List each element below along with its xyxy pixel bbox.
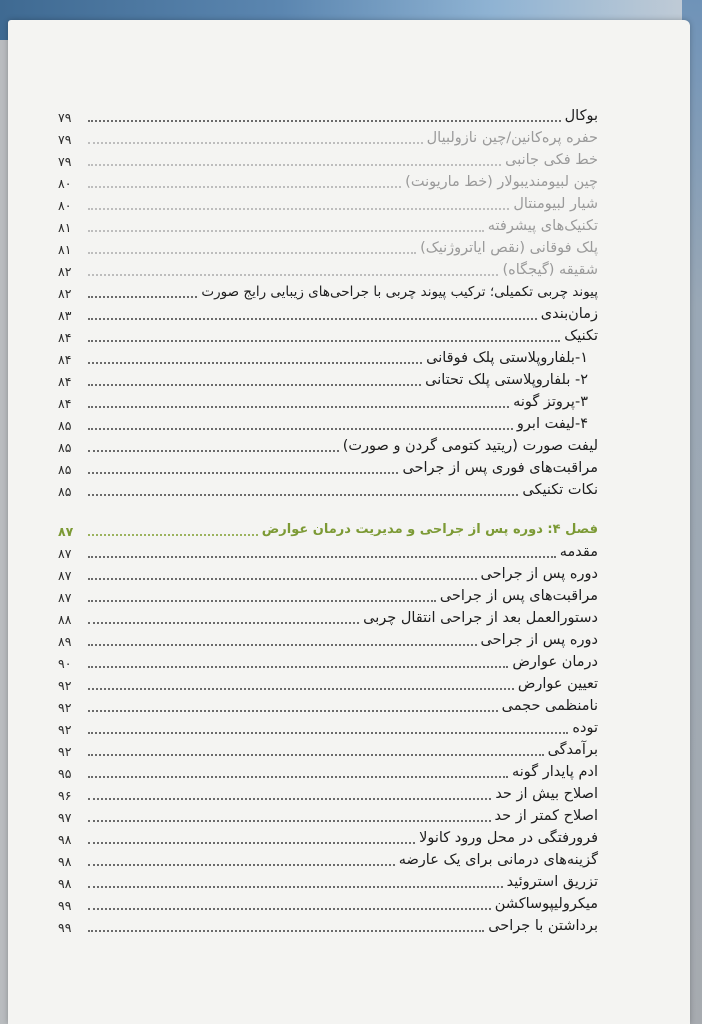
leader-dots	[88, 687, 514, 690]
chapter-heading	[58, 518, 598, 540]
toc-entry	[58, 870, 598, 892]
entry-title: نامنظمی حجمی	[501, 698, 598, 714]
entry-title: شیار لبیومنتال	[513, 196, 598, 212]
leader-dots	[88, 141, 423, 144]
toc-entry	[58, 738, 598, 760]
toc-entry	[58, 914, 598, 936]
toc-entry	[58, 302, 598, 324]
entry-title: لیفت صورت (ریتید کتومی گردن و صورت)	[342, 438, 598, 454]
toc-entry	[58, 412, 598, 434]
leader-dots	[88, 731, 568, 734]
entry-title: تکنیک‌های پیشرفته	[487, 218, 598, 234]
page-number: ۸۵	[58, 484, 72, 499]
toc-entry	[58, 170, 598, 192]
toc-entry	[58, 192, 598, 214]
entry-title: خط فکی جانبی	[505, 152, 598, 168]
entry-title: برداشتن با جراحی	[488, 918, 598, 934]
leader-dots	[88, 797, 491, 800]
leader-dots	[88, 533, 258, 536]
page-number: ۸۷	[58, 524, 74, 539]
page-number: ۸۱	[58, 220, 72, 235]
leader-dots	[88, 555, 556, 558]
entry-title: درمان عوارض	[512, 654, 598, 670]
leader-dots	[88, 361, 422, 364]
toc-entry	[58, 716, 598, 738]
toc-entry	[58, 892, 598, 914]
leader-dots	[88, 863, 395, 866]
leader-dots	[88, 185, 401, 188]
page-number: ۹۹	[58, 920, 72, 935]
leader-dots	[88, 665, 508, 668]
leader-dots	[88, 405, 509, 408]
leader-dots	[88, 599, 436, 602]
page-number: ۹۹	[58, 898, 72, 913]
leader-dots	[88, 885, 503, 888]
leader-dots	[88, 709, 498, 712]
page-number: ۸۹	[58, 634, 72, 649]
leader-dots	[88, 819, 491, 822]
toc-entry	[58, 628, 598, 650]
page-number: ۸۵	[58, 418, 72, 433]
toc-entry	[58, 782, 598, 804]
entry-title: ۲- بلفاروپلاستی پلک تحتانی	[425, 372, 588, 388]
page-number: ۹۶	[58, 788, 72, 803]
entry-title: بوکال	[564, 108, 598, 124]
leader-dots	[88, 471, 398, 474]
toc-entry	[58, 324, 598, 346]
toc-entry	[58, 258, 598, 280]
page-number: ۸۵	[58, 462, 72, 477]
toc-entry	[58, 214, 598, 236]
entry-title: مراقبت‌های پس از جراحی	[439, 588, 598, 604]
entry-title: ۴-لیفت ابرو	[516, 416, 588, 432]
entry-title: اصلاح کمتر از حد	[494, 808, 598, 824]
entry-title: نکات تکنیکی	[522, 482, 598, 498]
page-number: ۸۲	[58, 264, 72, 279]
toc-entry	[58, 104, 598, 126]
page-number: ۸۰	[58, 198, 72, 213]
entry-title: ۳-پروتز گونه	[513, 394, 588, 410]
toc-entry	[58, 826, 598, 848]
leader-dots	[88, 753, 544, 756]
page-number: ۹۲	[58, 678, 72, 693]
entry-title: حفره پره‌کانین/چین نازولبیال	[426, 130, 598, 146]
entry-title: دستورالعمل بعد از جراحی انتقال چربی	[363, 610, 598, 626]
entry-title: تعیین عوارض	[517, 676, 598, 692]
page-number: ۸۸	[58, 612, 72, 627]
toc-entry	[58, 584, 598, 606]
toc-entry	[58, 760, 598, 782]
page-number: ۷۹	[58, 110, 72, 125]
page-number: ۹۷	[58, 810, 72, 825]
page-number: ۹۲	[58, 722, 72, 737]
entry-title: تزریق استروئید	[506, 874, 598, 890]
page-number: ۸۷	[58, 546, 72, 561]
toc-entry	[58, 368, 598, 390]
page-number: ۸۲	[58, 286, 72, 301]
entry-title: مقدمه	[559, 544, 598, 560]
leader-dots	[88, 907, 491, 910]
page-number: ۹۸	[58, 832, 72, 847]
entry-title: پلک فوقانی (نقص ایاتروژنیک)	[420, 240, 598, 256]
leader-dots	[88, 577, 477, 580]
toc-entry	[58, 848, 598, 870]
toc-entry	[58, 478, 598, 500]
leader-dots	[88, 929, 484, 932]
toc-entry	[58, 540, 598, 562]
entry-title: برآمدگی	[547, 742, 598, 758]
page-number: ۸۴	[58, 374, 72, 389]
entry-title: توده	[572, 720, 598, 736]
page-number: ۷۹	[58, 132, 72, 147]
page-number: ۸۱	[58, 242, 72, 257]
leader-dots	[88, 207, 509, 210]
entry-title: گزینه‌های درمانی برای یک عارضه	[398, 852, 598, 868]
toc-entry	[58, 126, 598, 148]
leader-dots	[88, 841, 415, 844]
page-number: ۸۴	[58, 396, 72, 411]
page-number: ۹۲	[58, 700, 72, 715]
entry-title: ادم پایدار گونه	[511, 764, 598, 780]
page-number: ۷۹	[58, 154, 72, 169]
leader-dots	[88, 163, 501, 166]
leader-dots	[88, 383, 421, 386]
leader-dots	[88, 493, 518, 496]
book-page	[8, 20, 690, 1024]
entry-title: شقیقه (گیجگاه)	[502, 262, 598, 278]
toc-entry	[58, 562, 598, 584]
entry-title: زمان‌بندی	[540, 306, 598, 322]
toc-entry	[58, 390, 598, 412]
entry-title: چین لبیومندیبولار (خط ماریونت)	[405, 174, 598, 190]
page-number: ۸۴	[58, 330, 72, 345]
page-number: ۸۵	[58, 440, 72, 455]
page-number: ۹۰	[58, 656, 72, 671]
entry-title: فرورفتگی در محل ورود کانولا	[419, 830, 598, 846]
page-number: ۸۳	[58, 308, 72, 323]
leader-dots	[88, 339, 560, 342]
leader-dots	[88, 251, 416, 254]
entry-title: دوره پس از جراحی	[480, 566, 598, 582]
page-number: ۹۲	[58, 744, 72, 759]
entry-title: مراقبت‌های فوری پس از جراحی	[402, 460, 598, 476]
leader-dots	[88, 119, 561, 122]
entry-title: پیوند چربی تکمیلی؛ ترکیب پیوند چربی با جراحی‌های زیبایی رایج صورت	[201, 284, 598, 300]
entry-title: ۱-بلفاروپلاستی پلک فوقانی	[426, 350, 588, 366]
leader-dots	[88, 427, 513, 430]
toc-entry	[58, 606, 598, 628]
entry-title: تکنیک	[564, 328, 598, 344]
page-number: ۹۵	[58, 766, 72, 781]
table-of-contents	[58, 104, 598, 1024]
toc-entry	[58, 148, 598, 170]
page-number: ۹۸	[58, 854, 72, 869]
entry-title: میکرولیپوساکشن	[494, 896, 598, 912]
page-number: ۸۴	[58, 352, 72, 367]
toc-entry	[58, 694, 598, 716]
page-number: ۸۷	[58, 590, 72, 605]
page-number: ۸۰	[58, 176, 72, 191]
leader-dots	[88, 273, 498, 276]
toc-entry	[58, 236, 598, 258]
toc-entry	[58, 346, 598, 368]
toc-entry	[58, 280, 598, 302]
leader-dots	[88, 449, 339, 452]
entry-title: اصلاح بیش از حد	[495, 786, 598, 802]
page-number: ۸۷	[58, 568, 72, 583]
leader-dots	[88, 775, 508, 778]
leader-dots	[88, 229, 484, 232]
leader-dots	[88, 317, 537, 320]
toc-entry	[58, 456, 598, 478]
entry-title: دوره پس از جراحی	[480, 632, 598, 648]
toc-entry	[58, 434, 598, 456]
toc-entry	[58, 804, 598, 826]
leader-dots	[88, 621, 359, 624]
toc-entry	[58, 672, 598, 694]
page-number: ۹۸	[58, 876, 72, 891]
chapter-title: فصل ۴: دوره پس از جراحی و مدیریت درمان عوارض	[261, 522, 598, 537]
leader-dots	[88, 295, 197, 298]
toc-entry	[58, 650, 598, 672]
leader-dots	[88, 643, 477, 646]
